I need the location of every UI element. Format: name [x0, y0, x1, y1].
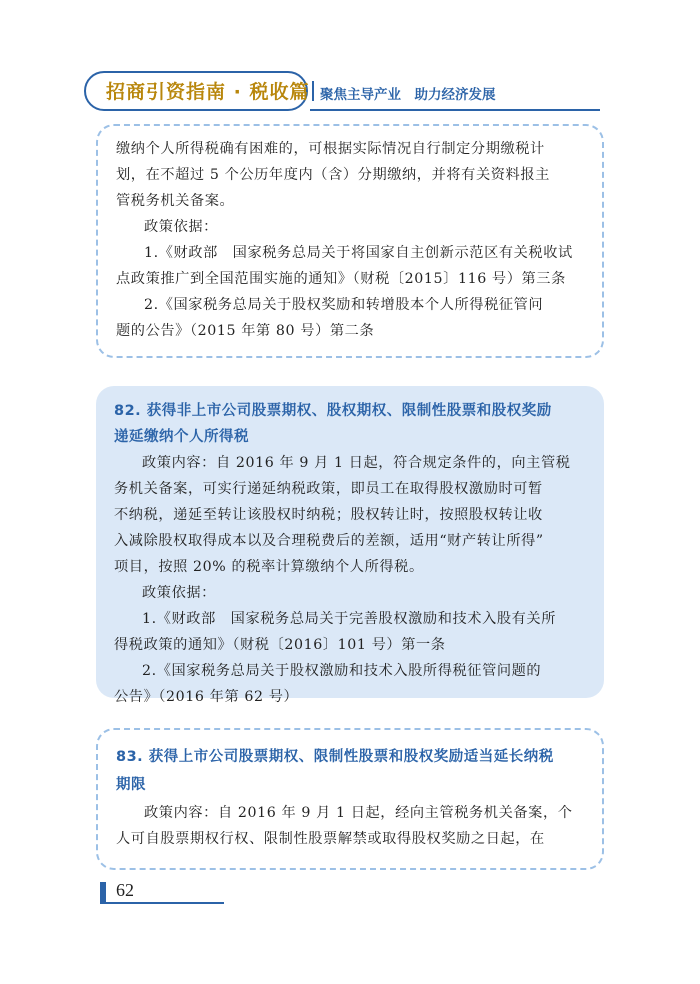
body-line: 管税务机关备案。 — [116, 193, 235, 209]
basis-item: 点政策推广到全国范围实施的通知》（财税〔2015〕116 号）第三条 — [116, 271, 566, 287]
body-line: 政策内容：自 2016 年 9 月 1 日起，经向主管税务机关备案，个 — [144, 805, 573, 821]
basis-item: 2.《国家税务总局关于股权奖励和转增股本个人所得税征管问 — [144, 297, 544, 313]
body-line: 划，在不超过 5 个公历年度内（含）分期缴纳，并将有关资料报主 — [116, 167, 550, 183]
basis-item: 题的公告》（2015 年第 80 号）第二条 — [116, 323, 375, 339]
header-rule — [310, 109, 600, 111]
page-number-rule — [100, 902, 224, 904]
section-heading: 82. 获得非上市公司股票期权、股权期权、限制性股票和股权奖励 — [114, 403, 552, 419]
basis-label: 政策依据： — [142, 585, 216, 601]
body-line: 缴纳个人所得税确有困难的，可根据实际情况自行制定分期缴税计 — [116, 141, 545, 157]
policy-box-continued — [96, 124, 604, 358]
section-heading: 期限 — [116, 777, 146, 793]
section-heading: 83. 获得上市公司股票期权、限制性股票和股权奖励适当延长纳税 — [116, 749, 554, 765]
basis-item: 1.《财政部 国家税务总局关于将国家自主创新示范区有关税收试 — [144, 245, 573, 261]
header-subtitle: 聚焦主导产业 助力经济发展 — [320, 87, 496, 103]
body-line: 不纳税，递延至转让该股权时纳税；股权转让时，按照股权转让收 — [114, 507, 543, 523]
basis-label: 政策依据： — [144, 219, 218, 235]
section-heading: 递延缴纳个人所得税 — [114, 429, 249, 445]
policy-box-82 — [96, 386, 604, 705]
policy-box-83 — [96, 728, 604, 870]
body-line: 入减除股权取得成本以及合理税费后的差额，适用“财产转让所得” — [114, 533, 544, 549]
header-separator — [312, 81, 314, 101]
body-line: 务机关备案，可实行递延纳税政策，即员工在取得股权激励时可暂 — [114, 481, 543, 497]
page-number: 62 — [116, 880, 134, 900]
body-line: 人可自股票期权行权、限制性股票解禁或取得股权奖励之日起，在 — [116, 831, 545, 847]
body-line: 政策内容：自 2016 年 9 月 1 日起，符合规定条件的，向主管税 — [142, 455, 571, 471]
page-number-marker — [100, 882, 106, 904]
body-line: 项目，按照 20% 的税率计算缴纳个人所得税。 — [114, 559, 424, 575]
basis-item: 2.《国家税务总局关于股权激励和技术入股所得税征管问题的 — [142, 663, 542, 679]
basis-item: 得税政策的通知》（财税〔2016〕101 号）第一条 — [114, 637, 446, 653]
basis-item: 公告》（2016 年第 62 号） — [114, 689, 299, 705]
basis-item: 1.《财政部 国家税务总局关于完善股权激励和技术入股有关所 — [142, 611, 557, 627]
page-header — [84, 69, 624, 115]
header-title: 招商引资指南 · 税收篇 — [106, 81, 310, 103]
